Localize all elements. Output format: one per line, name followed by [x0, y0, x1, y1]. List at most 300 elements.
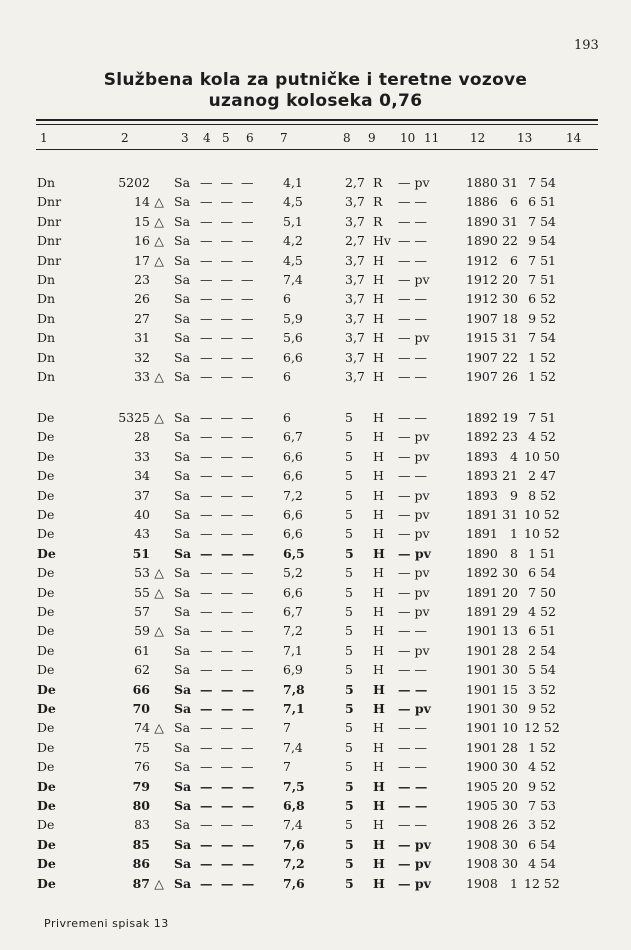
triangle-marker: △ [154, 213, 164, 229]
brake-code: H [373, 759, 384, 775]
year-value: 1908 [466, 856, 498, 872]
brake-code: H [373, 369, 384, 384]
table-row [0, 604, 631, 623]
pv-code: — pv [398, 487, 430, 503]
time-value: 7 54 [528, 330, 556, 346]
pv-code: — pv [398, 642, 430, 658]
empty-columns: — — — [200, 468, 256, 484]
axle-value: 3,7 [345, 272, 365, 287]
axle-value: 5 [345, 429, 353, 445]
wagon-number: 61 [134, 642, 150, 658]
wagon-number: 79 [132, 778, 150, 794]
sa-label: Sa [174, 233, 191, 249]
length-value: 4,5 [283, 252, 303, 268]
table-row [0, 623, 631, 642]
day-value: 28 [502, 642, 518, 658]
wagon-number: 75 [134, 739, 150, 755]
year-value: 1893 [466, 468, 498, 484]
brake-code: H [373, 875, 385, 891]
brake-code: H [373, 798, 385, 813]
wagon-type: De [37, 487, 55, 503]
year-value: 1915 [466, 330, 498, 346]
pv-code: — — [398, 310, 427, 326]
day-value: 21 [502, 468, 518, 484]
length-value: 5,9 [283, 310, 303, 326]
length-value: 6,7 [283, 604, 303, 619]
wagon-number: 86 [132, 856, 150, 872]
wagon-type: De [37, 448, 55, 464]
brake-code: H [373, 545, 385, 561]
brake-code: H [373, 252, 384, 268]
year-value: 1886 [466, 194, 498, 210]
year-value: 1891 [466, 584, 498, 600]
sa-label: Sa [174, 875, 192, 891]
table-row [0, 311, 631, 330]
day-value: 31 [502, 330, 518, 346]
table-row [0, 565, 631, 584]
empty-columns: — — — [200, 410, 256, 425]
sa-label: Sa [174, 526, 191, 542]
day-value: 19 [502, 410, 518, 425]
table-row [0, 369, 631, 388]
length-value: 7,1 [283, 642, 303, 658]
axle-value: 5 [345, 681, 354, 697]
table-row [0, 350, 631, 369]
length-value: 6,8 [283, 798, 305, 813]
column-header-3: 3 [181, 131, 189, 145]
time-value: 9 52 [528, 701, 556, 716]
length-value: 7,6 [283, 875, 305, 891]
brake-code: H [373, 604, 384, 619]
column-header-6: 6 [246, 131, 254, 145]
length-value: 5,2 [283, 565, 303, 581]
brake-code: Hv [373, 233, 391, 249]
day-value: 23 [502, 429, 518, 445]
column-header-9: 9 [368, 131, 376, 145]
brake-code: H [373, 487, 384, 503]
table-row [0, 507, 631, 526]
pv-code: — pv [398, 545, 431, 561]
table-row [0, 740, 631, 759]
length-value: 7,5 [283, 778, 305, 794]
wagon-number: 17 [134, 252, 150, 268]
brake-code: H [373, 856, 385, 872]
year-value: 1901 [466, 642, 498, 658]
footer-note: Privremeni spisak 13 [44, 917, 169, 930]
empty-columns: — — — [200, 310, 256, 326]
sa-label: Sa [174, 584, 191, 600]
wagon-number: 34 [134, 468, 150, 484]
day-value: 30 [502, 759, 518, 775]
empty-columns: — — — [200, 272, 256, 287]
year-value: 1901 [466, 623, 498, 639]
table-row [0, 585, 631, 604]
pv-code: — pv [398, 429, 430, 445]
wagon-number: 31 [134, 330, 150, 346]
time-value: 1 52 [528, 739, 556, 755]
triangle-marker: △ [154, 233, 164, 249]
day-value: 1 [510, 875, 518, 891]
brake-code: H [373, 526, 384, 542]
brake-code: H [373, 330, 384, 346]
empty-columns: — — — [200, 349, 256, 365]
empty-columns: — — — [200, 252, 256, 268]
axle-value: 3,7 [345, 291, 365, 307]
day-value: 31 [502, 175, 518, 190]
table-row [0, 643, 631, 662]
sa-label: Sa [174, 545, 192, 561]
wagon-number: 40 [134, 507, 150, 522]
wagon-number: 33 [134, 448, 150, 464]
wagon-type: De [37, 468, 55, 484]
sa-label: Sa [174, 856, 192, 872]
time-value: 4 52 [528, 429, 556, 445]
wagon-number: 5325 [118, 410, 150, 425]
table-row [0, 779, 631, 798]
time-value: 9 52 [528, 778, 556, 794]
year-value: 1912 [466, 252, 498, 268]
time-value: 1 52 [528, 369, 556, 384]
axle-value: 5 [345, 701, 354, 716]
column-header-4: 4 [203, 131, 211, 145]
table-row [0, 429, 631, 448]
time-value: 8 52 [528, 487, 556, 503]
axle-value: 5 [345, 817, 353, 833]
pv-code: — — [398, 720, 427, 736]
axle-value: 5 [345, 507, 353, 522]
time-value: 12 52 [524, 720, 560, 736]
pv-code: — pv [398, 448, 430, 464]
sa-label: Sa [174, 836, 192, 852]
sa-label: Sa [174, 213, 191, 229]
pv-code: — pv [398, 272, 430, 287]
empty-columns: — — — [200, 836, 257, 852]
pv-code: — pv [398, 856, 431, 872]
wagon-type: De [37, 817, 55, 833]
wagon-type: De [37, 545, 56, 561]
time-value: 6 51 [528, 623, 556, 639]
length-value: 7,4 [283, 739, 303, 755]
day-value: 15 [502, 681, 518, 697]
empty-columns: — — — [200, 623, 256, 639]
time-value: 7 53 [528, 798, 556, 813]
column-header-13: 13 [517, 131, 533, 145]
empty-columns: — — — [200, 487, 256, 503]
brake-code: R [373, 194, 383, 210]
day-value: 30 [502, 291, 518, 307]
time-value: 7 54 [528, 175, 556, 190]
empty-columns: — — — [200, 759, 256, 775]
axle-value: 5 [345, 662, 353, 678]
wagon-type: De [37, 642, 55, 658]
year-value: 1892 [466, 565, 498, 581]
wagon-number: 26 [134, 291, 150, 307]
wagon-number: 85 [132, 836, 150, 852]
triangle-marker: △ [154, 565, 164, 581]
table-row [0, 410, 631, 429]
wagon-number: 33 [134, 369, 150, 384]
table-row [0, 253, 631, 272]
year-value: 1908 [466, 817, 498, 833]
day-value: 6 [510, 194, 518, 210]
time-value: 6 54 [528, 836, 556, 852]
pv-code: — — [398, 291, 427, 307]
day-value: 18 [502, 310, 518, 326]
wagon-number: 62 [134, 662, 150, 678]
day-value: 30 [502, 836, 518, 852]
pv-code: — pv [398, 175, 430, 190]
length-value: 7,1 [283, 701, 305, 716]
brake-code: H [373, 836, 385, 852]
length-value: 6,6 [283, 349, 303, 365]
day-value: 30 [502, 565, 518, 581]
wagon-type: De [37, 526, 55, 542]
table-row [0, 817, 631, 836]
empty-columns: — — — [200, 720, 256, 736]
year-value: 1892 [466, 410, 498, 425]
year-value: 1892 [466, 429, 498, 445]
brake-code: H [373, 565, 384, 581]
triangle-marker: △ [154, 623, 164, 639]
sa-label: Sa [174, 410, 191, 425]
wagon-number: 23 [134, 272, 150, 287]
table-row [0, 837, 631, 856]
table-row [0, 175, 631, 194]
sa-label: Sa [174, 272, 191, 287]
wagon-type: De [37, 584, 55, 600]
year-value: 1890 [466, 213, 498, 229]
empty-columns: — — — [200, 817, 256, 833]
column-header-10: 10 [400, 131, 416, 145]
pv-code: — pv [398, 701, 431, 716]
time-value: 6 52 [528, 291, 556, 307]
table-row [0, 233, 631, 252]
table-row [0, 701, 631, 720]
axle-value: 3,7 [345, 310, 365, 326]
time-value: 9 54 [528, 233, 556, 249]
pv-code: — — [398, 252, 427, 268]
empty-columns: — — — [200, 798, 257, 813]
pv-code: — — [398, 798, 428, 813]
axle-value: 5 [345, 468, 353, 484]
column-header-7: 7 [280, 131, 288, 145]
wagon-type: Dnr [37, 252, 62, 268]
header-rule [36, 149, 598, 150]
table-row [0, 214, 631, 233]
axle-value: 5 [345, 584, 353, 600]
year-value: 1890 [466, 233, 498, 249]
length-value: 6,6 [283, 448, 303, 464]
time-value: 7 51 [528, 272, 556, 287]
sa-label: Sa [174, 739, 191, 755]
axle-value: 5 [345, 720, 353, 736]
sa-label: Sa [174, 681, 192, 697]
triangle-marker: △ [154, 369, 164, 384]
table-row [0, 194, 631, 213]
year-value: 1891 [466, 507, 498, 522]
wagon-number: 87 [132, 875, 150, 891]
sa-label: Sa [174, 817, 191, 833]
length-value: 7,8 [283, 681, 305, 697]
axle-value: 5 [345, 604, 353, 619]
axle-value: 5 [345, 836, 354, 852]
year-value: 1901 [466, 720, 498, 736]
wagon-number: 59 [134, 623, 150, 639]
pv-code: — pv [398, 836, 431, 852]
wagon-type: Dn [37, 330, 56, 346]
triangle-marker: △ [154, 410, 164, 425]
time-value: 10 52 [524, 507, 560, 522]
wagon-type: De [37, 856, 56, 872]
sa-label: Sa [174, 310, 191, 326]
time-value: 4 52 [528, 604, 556, 619]
day-value: 30 [502, 662, 518, 678]
time-value: 6 54 [528, 565, 556, 581]
wagon-number: 28 [134, 429, 150, 445]
table-row [0, 798, 631, 817]
brake-code: H [373, 584, 384, 600]
year-value: 1908 [466, 836, 498, 852]
empty-columns: — — — [200, 545, 257, 561]
brake-code: H [373, 662, 384, 678]
column-header-14: 14 [566, 131, 582, 145]
wagon-type: Dn [37, 310, 56, 326]
table-row [0, 468, 631, 487]
page-number: 193 [574, 38, 599, 53]
length-value: 7,2 [283, 487, 303, 503]
triangle-marker: △ [154, 584, 164, 600]
axle-value: 2,7 [345, 233, 365, 249]
day-value: 20 [502, 584, 518, 600]
empty-columns: — — — [200, 233, 256, 249]
time-value: 10 52 [524, 526, 560, 542]
sa-label: Sa [174, 349, 191, 365]
column-header-5: 5 [222, 131, 230, 145]
wagon-number: 32 [134, 349, 150, 365]
wagon-number: 43 [134, 526, 150, 542]
axle-value: 3,7 [345, 252, 365, 268]
time-value: 2 47 [528, 468, 556, 484]
table-row [0, 330, 631, 349]
wagon-type: De [37, 565, 55, 581]
day-value: 30 [502, 798, 518, 813]
pv-code: — pv [398, 875, 431, 891]
triangle-marker: △ [154, 720, 164, 736]
wagon-type: Dn [37, 272, 56, 287]
wagon-type: De [37, 875, 56, 891]
pv-code: — — [398, 681, 428, 697]
pv-code: — pv [398, 526, 430, 542]
year-value: 1893 [466, 487, 498, 503]
time-value: 7 51 [528, 410, 556, 425]
day-value: 29 [502, 604, 518, 619]
sa-label: Sa [174, 448, 191, 464]
sa-label: Sa [174, 720, 191, 736]
axle-value: 3,7 [345, 369, 365, 384]
empty-columns: — — — [200, 662, 256, 678]
axle-value: 2,7 [345, 175, 365, 190]
length-value: 6,6 [283, 584, 303, 600]
pv-code: — pv [398, 507, 430, 522]
wagon-number: 83 [134, 817, 150, 833]
time-value: 1 52 [528, 349, 556, 365]
wagon-number: 57 [134, 604, 150, 619]
wagon-number: 53 [134, 565, 150, 581]
day-value: 30 [502, 701, 518, 716]
wagon-type: De [37, 759, 55, 775]
time-value: 6 51 [528, 194, 556, 210]
pv-code: — — [398, 468, 427, 484]
day-value: 28 [502, 739, 518, 755]
length-value: 6,7 [283, 429, 303, 445]
page-title [0, 70, 631, 112]
time-value: 7 54 [528, 213, 556, 229]
empty-columns: — — — [200, 875, 257, 891]
year-value: 1907 [466, 369, 498, 384]
empty-columns: — — — [200, 565, 256, 581]
pv-code: — pv [398, 604, 430, 619]
day-value: 6 [510, 252, 518, 268]
axle-value: 5 [345, 623, 353, 639]
pv-code: — — [398, 349, 427, 365]
axle-value: 3,7 [345, 194, 365, 210]
day-value: 31 [502, 213, 518, 229]
wagon-type: Dnr [37, 213, 62, 229]
pv-code: — pv [398, 584, 430, 600]
day-value: 30 [502, 856, 518, 872]
brake-code: H [373, 468, 384, 484]
year-value: 1880 [466, 175, 498, 190]
time-value: 2 54 [528, 642, 556, 658]
wagon-number: 5202 [118, 175, 150, 190]
table-row [0, 682, 631, 701]
sa-label: Sa [174, 642, 191, 658]
wagon-number: 51 [132, 545, 150, 561]
triangle-marker: △ [154, 875, 164, 891]
pv-code: — — [398, 662, 427, 678]
table-row [0, 876, 631, 895]
year-value: 1912 [466, 291, 498, 307]
length-value: 6,6 [283, 468, 303, 484]
year-value: 1901 [466, 701, 498, 716]
length-value: 7,4 [283, 817, 303, 833]
day-value: 31 [502, 507, 518, 522]
table-row [0, 759, 631, 778]
pv-code: — — [398, 739, 427, 755]
time-value: 5 54 [528, 662, 556, 678]
axle-value: 5 [345, 545, 354, 561]
year-value: 1891 [466, 526, 498, 542]
wagon-number: 14 [134, 194, 150, 210]
triangle-marker: △ [154, 252, 164, 268]
pv-code: — — [398, 213, 427, 229]
year-value: 1905 [466, 778, 498, 794]
wagon-type: De [37, 739, 55, 755]
wagon-type: Dn [37, 369, 56, 384]
length-value: 6,6 [283, 526, 303, 542]
brake-code: H [373, 623, 384, 639]
year-value: 1890 [466, 545, 498, 561]
wagon-number: 16 [134, 233, 150, 249]
day-value: 1 [510, 526, 518, 542]
empty-columns: — — — [200, 701, 257, 716]
time-value: 1 51 [528, 545, 556, 561]
sa-label: Sa [174, 487, 191, 503]
wagon-type: De [37, 623, 55, 639]
time-value: 10 50 [524, 448, 560, 464]
empty-columns: — — — [200, 330, 256, 346]
day-value: 22 [502, 349, 518, 365]
